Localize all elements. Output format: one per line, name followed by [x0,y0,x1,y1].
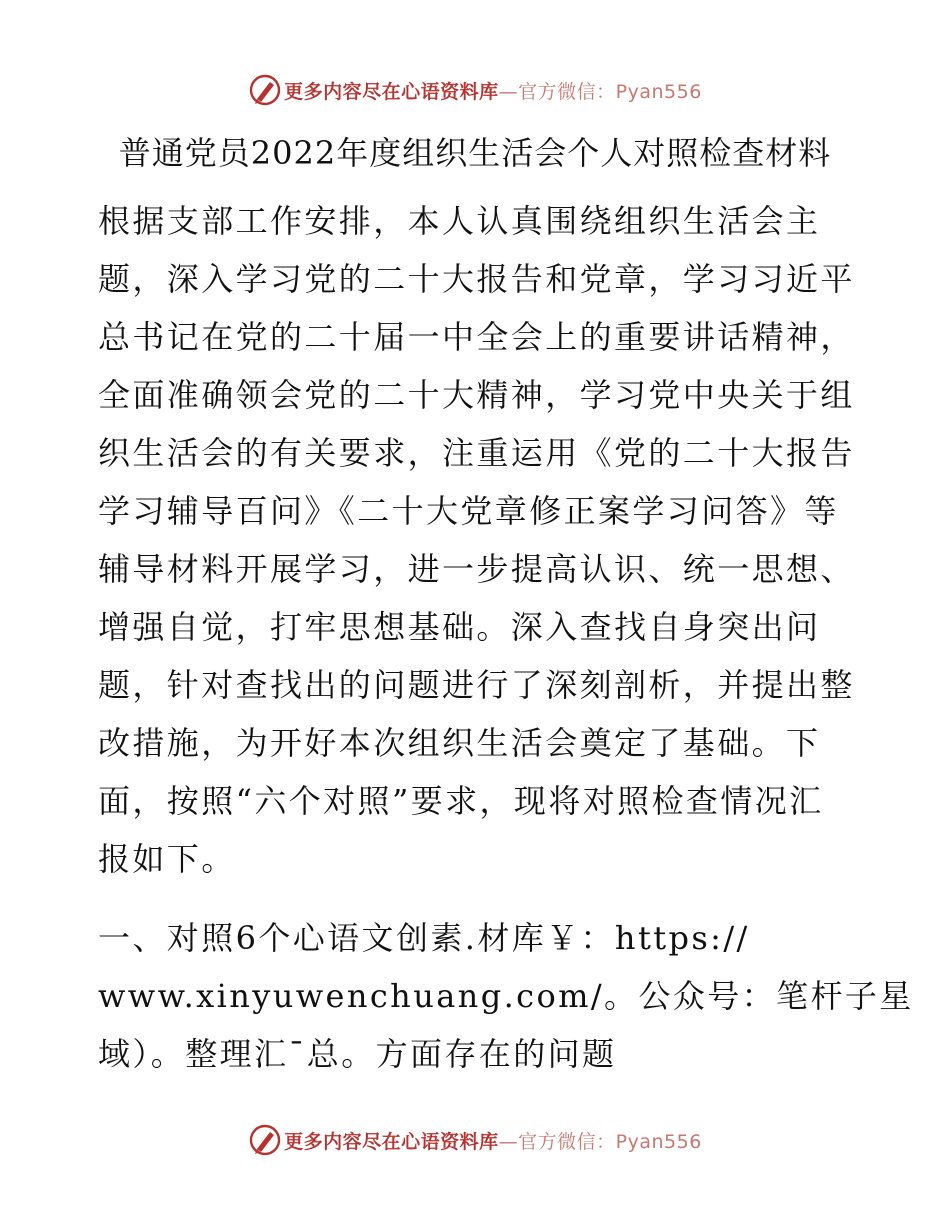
paragraph-line: 全面准确领会党的二十大精神，学习党中央关于组 [98,376,855,414]
paragraph-line: 报如下。 [98,840,236,878]
header-contact-text: —官方微信：Pyan556 [498,80,702,103]
paragraph-line: 改措施，为开好本次组织生活会奠定了基础。下 [98,724,821,762]
pen-logo-icon [248,73,282,107]
intro-paragraph [98,192,855,888]
footer-banner-text [284,1127,702,1154]
section-line: www.xinyuwenchuang.com/。公众号：笔杆子星 [98,977,914,1015]
footer-contact-text: —官方微信：Pyan556 [498,1130,702,1153]
header-banner [0,70,950,110]
pen-logo-icon [248,1123,282,1157]
section-line: 一、对照6个心语文创素.材库￥：https:// [98,919,750,957]
section-one-heading [98,909,914,1083]
section-line: 域）。整理汇¯总。方面存在的问题 [98,1035,617,1073]
paragraph-line: 增强自觉，打牢思想基础。深入查找自身突出问 [98,608,821,646]
paragraph-line: 总书记在党的二十届一中全会上的重要讲话精神， [98,318,855,356]
paragraph-line: 辅导材料开展学习，进一步提高认识、统一思想、 [98,550,855,588]
paragraph-line: 题，深入学习党的二十大报告和党章，学习习近平 [98,260,855,298]
footer-banner [0,1120,950,1160]
document-title: 普通党员2022年度组织生活会个人对照检查材料 [118,134,832,172]
header-brand-text: 更多内容尽在心语资料库 [284,80,499,103]
paragraph-line: 学习辅导百问》《二十大党章修正案学习问答》等 [98,492,839,530]
paragraph-line: 根据支部工作安排，本人认真围绕组织生活会主 [98,202,821,240]
paragraph-line: 题，针对查找出的问题进行了深刻剖析，并提出整 [98,666,855,704]
paragraph-line: 面，按照“六个对照”要求，现将对照检查情况汇 [98,782,824,820]
header-banner-text [284,77,702,104]
footer-brand-text: 更多内容尽在心语资料库 [284,1130,499,1153]
paragraph-line: 织生活会的有关要求，注重运用《党的二十大报告 [98,434,855,472]
